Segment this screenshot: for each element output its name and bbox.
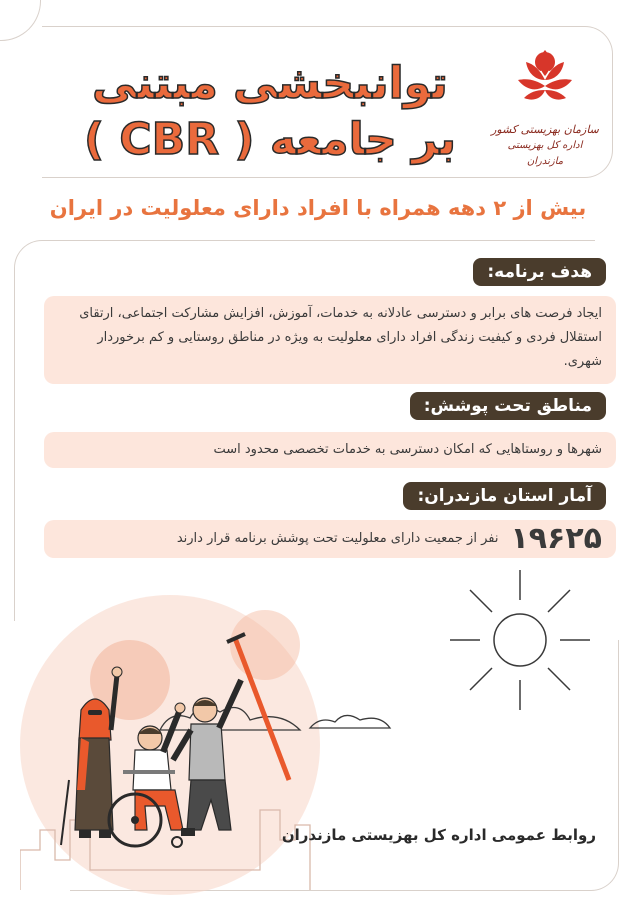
coverage-heading: مناطق تحت پوشش: — [410, 392, 606, 420]
stats-heading: آمار استان مازندران: — [403, 482, 606, 510]
logo-line-1: سازمان بهزیستی کشور — [491, 123, 599, 136]
stats-number: ۱۹۶۲۵ — [510, 521, 602, 556]
coverage-text: شهرها و روستاهایی که امکان دسترسی به خدمات تخصصی محدود است — [44, 432, 616, 468]
stats-text: نفر از جمعیت دارای معلولیت تحت پوشش برنامه قرار دارند — [176, 531, 499, 546]
people-illustration — [55, 630, 305, 880]
page-title-line-2: بر جامعه ( CBR ) — [83, 114, 457, 165]
page-title-line-1: توانبخشی مبتنی — [92, 58, 448, 109]
decorative-corner-top-left — [0, 0, 41, 41]
stats-band — [44, 520, 616, 558]
goal-heading: هدف برنامه: — [473, 258, 606, 286]
flower-logo-icon — [490, 40, 600, 118]
subtitle: بیش از ۲ دهه همراه با افراد دارای معلولیت در ایران — [49, 196, 587, 220]
goal-text: ایجاد فرصت های برابر و دسترسی عادلانه به خدمات، آموزش، افزایش مشارکت اجتماعی، ارتقای استقلال فردی و کیفیت زندگی افراد دارای معلولیت به ویژه در مناطق روستایی و کم برخوردار شهری. — [44, 296, 616, 384]
logo-line-2: اداره کل بهزیستی مازندران — [507, 140, 583, 167]
footer-text: روابط عمومی اداره کل بهزیستی مازندران — [281, 826, 596, 844]
logo — [490, 40, 600, 170]
sun-icon — [445, 565, 595, 715]
